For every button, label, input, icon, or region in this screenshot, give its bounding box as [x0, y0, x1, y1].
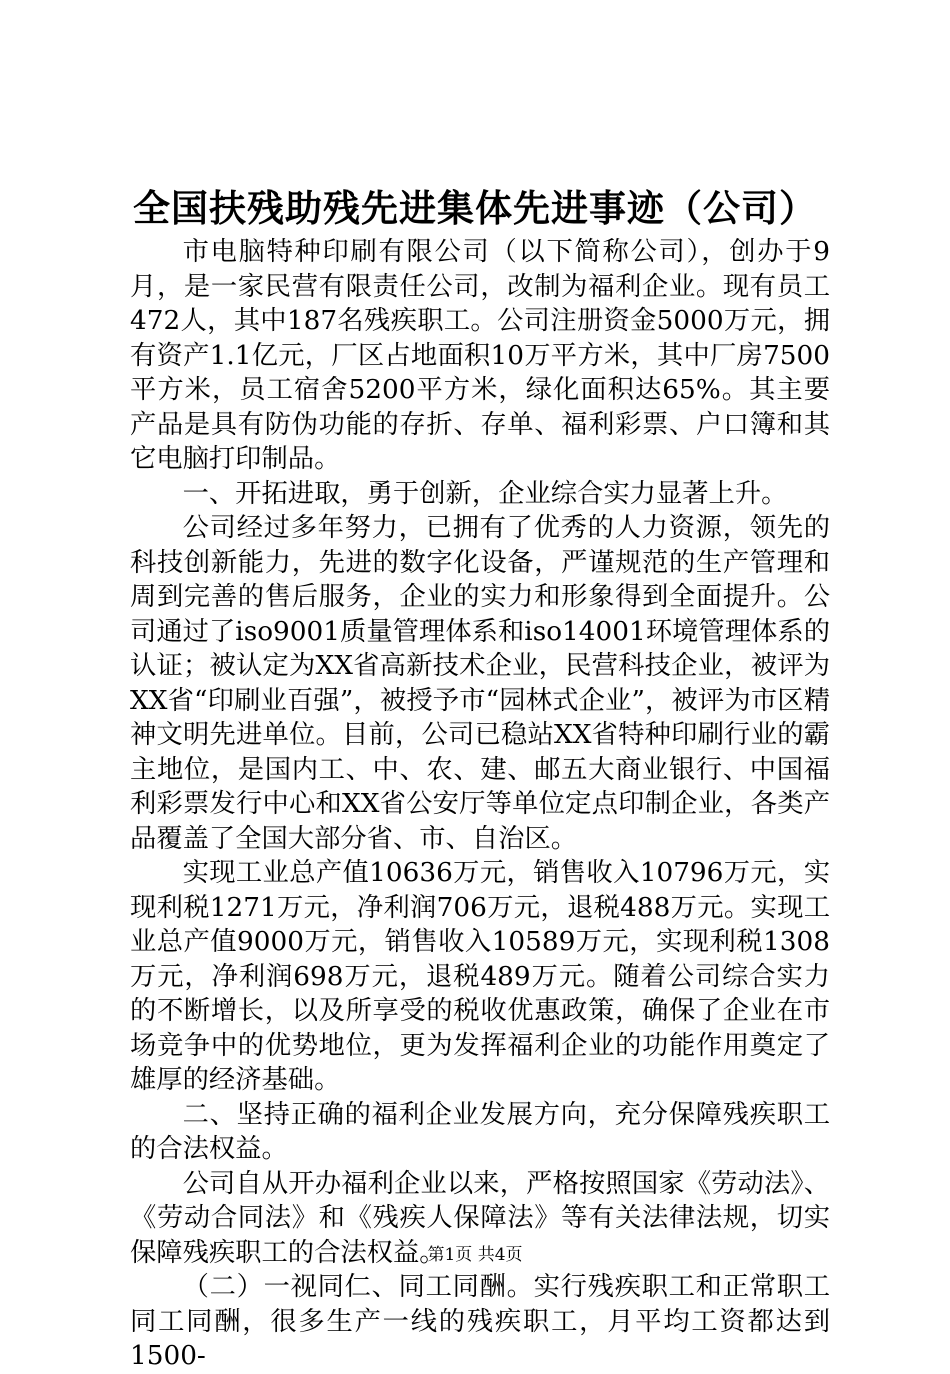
section-heading-1: 一、开拓进取，勇于创新，企业综合实力显著上升。 — [182, 478, 788, 509]
page-number: 第1页 共4页 — [427, 1245, 523, 1265]
page-title: 全国扶残助残先进集体先进事迹（公司） — [133, 186, 817, 230]
paragraph-financials: 实现工业总产值10636万元，销售收入10796万元，实现利税1271万元，净利润706万元，退税488万元。实现工业总产值9000万元，销售收入10589万元，实现利税1308万元，净利润698万元，退税489万元。随着公司综合实力的不断增长，以及所享受的税收优惠政策，确保了企业在市场竞争中的优势地位，更为发挥福利企业的功能作用奠定了雄厚的经济基础。 — [130, 858, 830, 1095]
section-heading-2: 二、坚持正确的福利企业发展方向，充分保障残疾职工的合法权益。 — [130, 1099, 830, 1164]
paragraph-intro: 市电脑特种印刷有限公司（以下简称公司），创办于9月，是一家民营有限责任公司，改制为福利企业。现有员工472人，其中187名残疾职工。公司注册资金5000万元，拥有资产1.1亿元，厂区占地面积10万平方米，其中厂房7500平方米，员工宿舍5200平方米，绿化面积达65%。其主要产品是具有防伪功能的存折、存单、福利彩票、户口簿和其它电脑打印制品。 — [130, 237, 830, 474]
paragraph-legal-rights: 公司自从开办福利企业以来，严格按照国家《劳动法》、《劳动合同法》和《残疾人保障法》等有关法律法规，切实保障残疾职工的合法权益。 — [130, 1168, 830, 1268]
paragraph-achievements: 公司经过多年努力，已拥有了优秀的人力资源，领先的科技创新能力，先进的数字化设备，严谨规范的生产管理和周到完善的售后服务，企业的实力和形象得到全面提升。公司通过了iso9001质量管理体系和iso14001环境管理体系的认证；被认定为XX省高新技术企业，民营科技企业，被评为XX省“印刷业百强”，被授予市“园林式企业”，被评为市区精神文明先进单位。目前，公司已稳站XX省特种印刷行业的霸主地位，是国内工、中、农、建、邮五大商业银行、中国福利彩票发行中心和XX省公安厅等单位定点印制企业，各类产品覆盖了全国大部分省、市、自治区。 — [130, 513, 830, 854]
document-body — [130, 235, 830, 1374]
paragraph-equal-pay: （二）一视同仁、同工同酬。实行残疾职工和正常职工同工同酬，很多生产一线的残疾职工，月平均工资都达到1500- — [130, 1272, 830, 1371]
